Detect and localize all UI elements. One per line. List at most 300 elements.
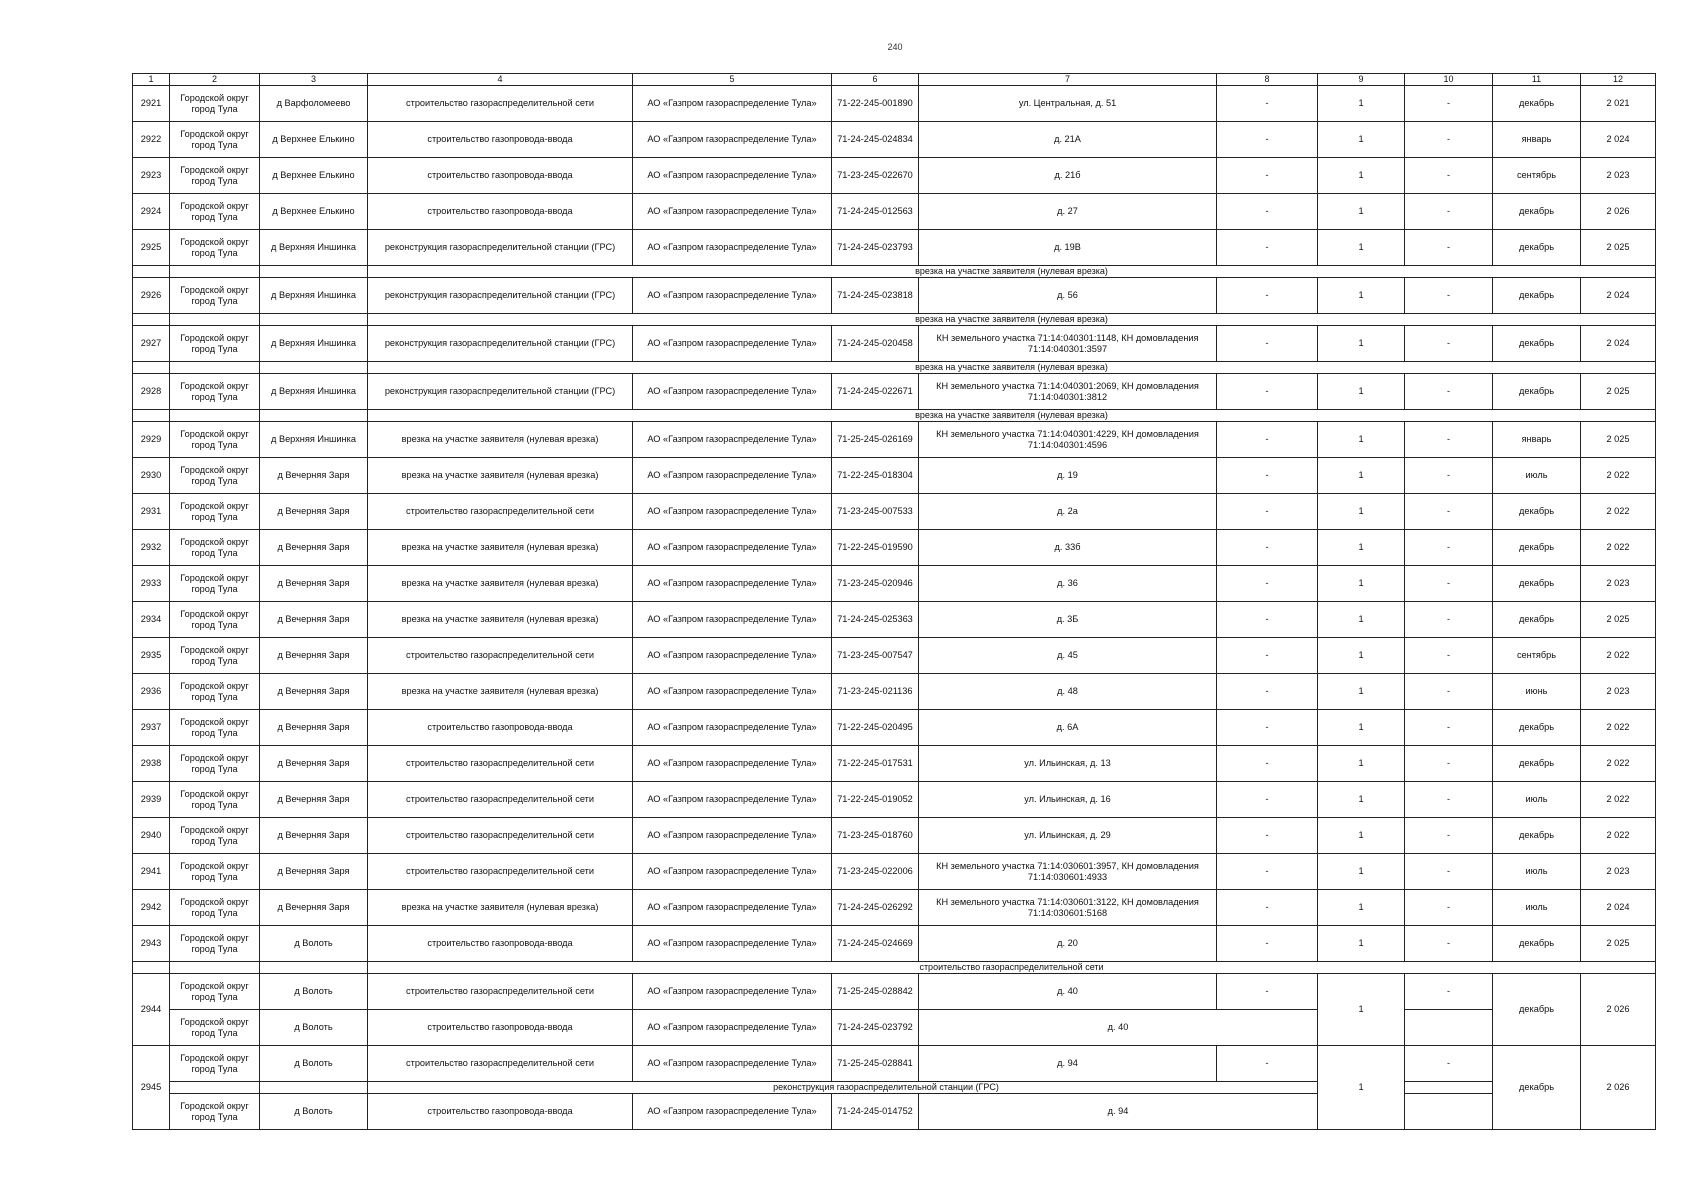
col9-cell: 1 [1318,86,1405,122]
empty-cell [260,1082,368,1094]
organization-cell: АО «Газпром газораспределение Тула» [633,122,832,158]
empty-cell [260,410,368,422]
code-cell: 71-24-245-024834 [832,122,919,158]
year-cell: 2 022 [1581,638,1656,674]
address-cell: д. 40 [919,974,1217,1010]
code-cell: 71-23-245-018760 [832,818,919,854]
col9-cell: 1 [1318,854,1405,890]
code-cell: 71-23-245-007533 [832,494,919,530]
table-row [133,158,1656,194]
table-row [133,194,1656,230]
month-cell: декабрь [1493,710,1581,746]
table-row [133,530,1656,566]
month-cell: декабрь [1493,602,1581,638]
row-number: 2937 [133,710,170,746]
work-type-cell: строительство газораспределительной сети [368,86,633,122]
month-cell: декабрь [1493,530,1581,566]
col9-cell: 1 [1318,326,1405,362]
empty-cell [170,314,260,326]
column-header: 3 [260,74,368,86]
organization-cell: АО «Газпром газораспределение Тула» [633,374,832,410]
year-cell: 2 021 [1581,86,1656,122]
settlement-cell: д Верхняя Иншинка [260,278,368,314]
table-row [133,782,1656,818]
col10-cell: - [1405,422,1493,458]
month-cell: июль [1493,854,1581,890]
registry-body [133,74,1656,1130]
work-type-cell: врезка на участке заявителя (нулевая врезка) [368,674,633,710]
code-cell: 71-24-245-025363 [832,602,919,638]
address-cell: д. 3Б [919,602,1217,638]
work-type-cell: реконструкция газораспределительной станции (ГРС) [368,326,633,362]
table-row [133,674,1656,710]
page-number: 240 [887,42,903,52]
month-cell: декабрь [1493,278,1581,314]
row-number: 2943 [133,926,170,962]
district-cell: Городской округ город Тула [170,530,260,566]
district-cell: Городской округ город Тула [170,278,260,314]
row-number: 2941 [133,854,170,890]
col8-cell: - [1217,602,1318,638]
work-type-cell: строительство газораспределительной сети [368,974,633,1010]
col10-cell: - [1405,602,1493,638]
col9-cell: 1 [1318,890,1405,926]
district-cell: Городской округ город Тула [170,194,260,230]
month-cell: июль [1493,458,1581,494]
district-cell: Городской округ город Тула [170,638,260,674]
col10-cell: - [1405,194,1493,230]
settlement-cell: д Верхнее Елькино [260,158,368,194]
settlement-cell: д Вечерняя Заря [260,602,368,638]
col10-cell [1405,1094,1493,1130]
settlement-cell: д Верхняя Иншинка [260,230,368,266]
col8-cell: - [1217,890,1318,926]
col8-cell: - [1217,746,1318,782]
col8-cell: - [1217,326,1318,362]
year-cell: 2 025 [1581,602,1656,638]
row-number: 2938 [133,746,170,782]
work-type-cell: строительство газопровода-ввода [368,122,633,158]
col8-cell: - [1217,458,1318,494]
organization-cell: АО «Газпром газораспределение Тула» [633,674,832,710]
district-cell: Городской округ город Тула [170,974,260,1010]
col10-cell: - [1405,1046,1493,1082]
organization-cell: АО «Газпром газораспределение Тула» [633,1046,832,1082]
col10-cell: - [1405,530,1493,566]
code-cell: 71-24-245-024669 [832,926,919,962]
col8-cell: - [1217,1046,1318,1082]
row-number: 2923 [133,158,170,194]
row-number: 2932 [133,530,170,566]
col9-cell: 1 [1318,158,1405,194]
row-number: 2945 [133,1046,170,1130]
row-number: 2933 [133,566,170,602]
year-cell: 2 026 [1581,974,1656,1046]
organization-cell: АО «Газпром газораспределение Тула» [633,602,832,638]
district-cell: Городской округ город Тула [170,854,260,890]
row-number: 2935 [133,638,170,674]
organization-cell: АО «Газпром газораспределение Тула» [633,494,832,530]
code-cell: 71-23-245-022670 [832,158,919,194]
address-cell: КН земельного участка 71:14:030601:3122, КН домовладения 71:14:030601:5168 [919,890,1217,926]
district-cell: Городской округ город Тула [170,890,260,926]
col9-cell: 1 [1318,374,1405,410]
col10-cell: - [1405,854,1493,890]
table-row [133,818,1656,854]
code-cell: 71-23-245-021136 [832,674,919,710]
empty-cell [1405,1082,1493,1094]
work-type-cell: строительство газопровода-ввода [368,710,633,746]
month-cell: июнь [1493,674,1581,710]
table-row [133,458,1656,494]
settlement-cell: д Вечерняя Заря [260,674,368,710]
registry-table [132,73,1656,1130]
year-cell: 2 025 [1581,230,1656,266]
address-cell: ул. Центральная, д. 51 [919,86,1217,122]
month-cell: декабрь [1493,194,1581,230]
col8-cell: - [1217,674,1318,710]
code-cell: 71-22-245-019590 [832,530,919,566]
col8-cell: - [1217,422,1318,458]
settlement-cell: д Верхнее Елькино [260,194,368,230]
col9-cell: 1 [1318,230,1405,266]
district-cell: Городской округ город Тула [170,674,260,710]
settlement-cell: д Верхнее Елькино [260,122,368,158]
settlement-cell: д Верхняя Иншинка [260,326,368,362]
settlement-cell: д Варфоломеево [260,86,368,122]
row-number: 2926 [133,278,170,314]
work-type-cell: врезка на участке заявителя (нулевая врезка) [368,566,633,602]
work-type-cell: строительство газораспределительной сети [368,746,633,782]
col9-cell: 1 [1318,926,1405,962]
col8-cell: - [1217,566,1318,602]
work-type-cell: строительство газораспределительной сети [368,494,633,530]
month-cell: декабрь [1493,1046,1581,1130]
address-cell: д. 20 [919,926,1217,962]
table-row [133,1094,1656,1130]
month-cell: декабрь [1493,926,1581,962]
settlement-cell: д Волоть [260,1046,368,1082]
organization-cell: АО «Газпром газораспределение Тула» [633,86,832,122]
col10-cell: - [1405,458,1493,494]
table-row [133,326,1656,362]
district-cell: Городской округ город Тула [170,158,260,194]
col10-cell: - [1405,86,1493,122]
column-header: 9 [1318,74,1405,86]
month-cell: декабрь [1493,746,1581,782]
table-row [133,638,1656,674]
district-cell: Городской округ город Тула [170,1010,260,1046]
district-cell: Городской округ город Тула [170,818,260,854]
organization-cell: АО «Газпром газораспределение Тула» [633,1010,832,1046]
settlement-cell: д Вечерняя Заря [260,566,368,602]
month-cell: июль [1493,782,1581,818]
year-cell: 2 022 [1581,818,1656,854]
organization-cell: АО «Газпром газораспределение Тула» [633,818,832,854]
code-cell: 71-22-245-020495 [832,710,919,746]
address-cell: д. 56 [919,278,1217,314]
address-cell: д. 21А [919,122,1217,158]
address-cell: д. 33б [919,530,1217,566]
organization-cell: АО «Газпром газораспределение Тула» [633,746,832,782]
table-row [133,890,1656,926]
col9-cell: 1 [1318,494,1405,530]
settlement-cell: д Верхняя Иншинка [260,422,368,458]
column-header: 7 [919,74,1217,86]
col8-cell: - [1217,638,1318,674]
table-row [133,494,1656,530]
organization-cell: АО «Газпром газораспределение Тула» [633,566,832,602]
month-cell: декабрь [1493,566,1581,602]
address-cell: д. 21б [919,158,1217,194]
col9-cell: 1 [1318,710,1405,746]
settlement-cell: д Волоть [260,1094,368,1130]
code-cell: 71-25-245-026169 [832,422,919,458]
district-cell: Городской округ город Тула [170,422,260,458]
col8-cell: - [1217,158,1318,194]
row-number: 2927 [133,326,170,362]
column-header: 4 [368,74,633,86]
year-cell: 2 023 [1581,854,1656,890]
col9-cell: 1 [1318,194,1405,230]
settlement-cell: д Волоть [260,1010,368,1046]
settlement-cell: д Вечерняя Заря [260,530,368,566]
col8-cell: - [1217,926,1318,962]
work-type-cell: врезка на участке заявителя (нулевая врезка) [368,890,633,926]
row-number: 2924 [133,194,170,230]
col9-cell: 1 [1318,1046,1405,1130]
address-cell: д. 2а [919,494,1217,530]
note-row [133,410,1656,422]
year-cell: 2 024 [1581,326,1656,362]
column-header: 2 [170,74,260,86]
col8-cell: - [1217,122,1318,158]
address-cell: КН земельного участка 71:14:040301:4229, КН домовладения 71:14:040301:4596 [919,422,1217,458]
empty-cell [170,410,260,422]
code-cell: 71-22-245-017531 [832,746,919,782]
settlement-cell: д Вечерняя Заря [260,710,368,746]
month-cell: сентябрь [1493,158,1581,194]
organization-cell: АО «Газпром газораспределение Тула» [633,638,832,674]
row-number: 2940 [133,818,170,854]
col10-cell [1405,1010,1493,1046]
col10-cell: - [1405,230,1493,266]
district-cell: Городской округ город Тула [170,602,260,638]
settlement-cell: д Волоть [260,974,368,1010]
row-number: 2929 [133,422,170,458]
month-cell: январь [1493,122,1581,158]
year-cell: 2 023 [1581,674,1656,710]
row-number: 2925 [133,230,170,266]
row-number: 2936 [133,674,170,710]
column-header: 11 [1493,74,1581,86]
organization-cell: АО «Газпром газораспределение Тула» [633,926,832,962]
table-row [133,230,1656,266]
col8-cell: - [1217,374,1318,410]
table-row [133,1010,1656,1046]
address-cell: д. 36 [919,566,1217,602]
district-cell: Городской округ город Тула [170,458,260,494]
col8-cell: - [1217,86,1318,122]
empty-cell [133,362,170,374]
table-row [133,122,1656,158]
note-row [133,314,1656,326]
col10-cell: - [1405,674,1493,710]
work-type-cell: реконструкция газораспределительной станции (ГРС) [368,230,633,266]
table-row [133,926,1656,962]
note-cell: реконструкция газораспределительной станции (ГРС) [368,1082,1405,1094]
district-cell: Городской округ город Тула [170,230,260,266]
settlement-cell: д Вечерняя Заря [260,854,368,890]
col10-cell: - [1405,326,1493,362]
col9-cell: 1 [1318,602,1405,638]
organization-cell: АО «Газпром газораспределение Тула» [633,530,832,566]
district-cell: Городской округ город Тула [170,746,260,782]
address-cell: ул. Ильинская, д. 16 [919,782,1217,818]
address-cell: д. 94 [919,1046,1217,1082]
district-cell: Городской округ город Тула [170,326,260,362]
month-cell: декабрь [1493,974,1581,1046]
note-cell: врезка на участке заявителя (нулевая врезка) [368,314,1656,326]
settlement-cell: д Верхняя Иншинка [260,374,368,410]
month-cell: декабрь [1493,494,1581,530]
table-row [133,1046,1656,1082]
organization-cell: АО «Газпром газораспределение Тула» [633,194,832,230]
district-cell: Городской округ город Тула [170,782,260,818]
col9-cell: 1 [1318,746,1405,782]
empty-cell [260,266,368,278]
col8-cell: - [1217,818,1318,854]
year-cell: 2 022 [1581,494,1656,530]
settlement-cell: д Вечерняя Заря [260,782,368,818]
empty-cell [170,362,260,374]
organization-cell: АО «Газпром газораспределение Тула» [633,158,832,194]
col9-cell: 1 [1318,674,1405,710]
col8-cell: - [1217,278,1318,314]
settlement-cell: д Вечерняя Заря [260,494,368,530]
note-cell: врезка на участке заявителя (нулевая врезка) [368,362,1656,374]
code-cell: 71-25-245-028841 [832,1046,919,1082]
address-cell: д. 19 [919,458,1217,494]
address-cell: д. 48 [919,674,1217,710]
organization-cell: АО «Газпром газораспределение Тула» [633,278,832,314]
note-cell: врезка на участке заявителя (нулевая врезка) [368,266,1656,278]
col10-cell: - [1405,974,1493,1010]
work-type-cell: строительство газораспределительной сети [368,818,633,854]
code-cell: 71-24-245-023793 [832,230,919,266]
table-row [133,86,1656,122]
col8-cell: - [1217,530,1318,566]
address-cell: д. 19В [919,230,1217,266]
empty-cell [133,962,170,974]
code-cell: 71-24-245-022671 [832,374,919,410]
col9-cell: 1 [1318,974,1405,1046]
organization-cell: АО «Газпром газораспределение Тула» [633,782,832,818]
column-header: 6 [832,74,919,86]
column-header: 12 [1581,74,1656,86]
empty-cell [133,314,170,326]
district-cell: Городской округ город Тула [170,374,260,410]
row-number: 2944 [133,974,170,1046]
col10-cell: - [1405,158,1493,194]
organization-cell: АО «Газпром газораспределение Тула» [633,890,832,926]
column-header: 5 [633,74,832,86]
col8-cell: - [1217,974,1318,1010]
col8-cell: - [1217,194,1318,230]
col10-cell: - [1405,374,1493,410]
settlement-cell: д Вечерняя Заря [260,638,368,674]
month-cell: июль [1493,890,1581,926]
settlement-cell: д Вечерняя Заря [260,890,368,926]
note-row [133,362,1656,374]
col8-cell: - [1217,710,1318,746]
table-row [133,854,1656,890]
row-number: 2930 [133,458,170,494]
table-row [133,566,1656,602]
district-cell: Городской округ город Тула [170,494,260,530]
col9-cell: 1 [1318,818,1405,854]
code-cell: 71-24-245-023792 [832,1010,919,1046]
code-cell: 71-22-245-001890 [832,86,919,122]
month-cell: сентябрь [1493,638,1581,674]
organization-cell: АО «Газпром газораспределение Тула» [633,710,832,746]
col10-cell: - [1405,122,1493,158]
work-type-cell: врезка на участке заявителя (нулевая врезка) [368,422,633,458]
district-cell: Городской округ город Тула [170,1094,260,1130]
month-cell: декабрь [1493,326,1581,362]
col9-cell: 1 [1318,122,1405,158]
code-cell: 71-24-245-026292 [832,890,919,926]
code-cell: 71-24-245-012563 [832,194,919,230]
work-type-cell: врезка на участке заявителя (нулевая врезка) [368,602,633,638]
col10-cell: - [1405,638,1493,674]
settlement-cell: д Вечерняя Заря [260,746,368,782]
row-number: 2942 [133,890,170,926]
empty-cell [170,962,260,974]
note-cell: врезка на участке заявителя (нулевая врезка) [368,410,1656,422]
work-type-cell: строительство газораспределительной сети [368,854,633,890]
note-row [133,962,1656,974]
code-cell: 71-22-245-019052 [832,782,919,818]
note-row [133,266,1656,278]
col8-cell: - [1217,854,1318,890]
col9-cell: 1 [1318,530,1405,566]
year-cell: 2 023 [1581,158,1656,194]
work-type-cell: строительство газопровода-ввода [368,1010,633,1046]
work-type-cell: реконструкция газораспределительной станции (ГРС) [368,374,633,410]
col8-cell: - [1217,230,1318,266]
row-number: 2928 [133,374,170,410]
year-cell: 2 022 [1581,746,1656,782]
month-cell: январь [1493,422,1581,458]
col8-cell: - [1217,782,1318,818]
note-cell: строительство газораспределительной сети [368,962,1656,974]
column-header: 8 [1217,74,1318,86]
address-cell: КН земельного участка 71:14:040301:1148, КН домовладения 71:14:040301:3597 [919,326,1217,362]
empty-cell [260,962,368,974]
year-cell: 2 024 [1581,890,1656,926]
organization-cell: АО «Газпром газораспределение Тула» [633,1094,832,1130]
organization-cell: АО «Газпром газораспределение Тула» [633,326,832,362]
row-number: 2931 [133,494,170,530]
col10-cell: - [1405,890,1493,926]
column-header: 10 [1405,74,1493,86]
organization-cell: АО «Газпром газораспределение Тула» [633,974,832,1010]
work-type-cell: врезка на участке заявителя (нулевая врезка) [368,458,633,494]
col10-cell: - [1405,710,1493,746]
district-cell: Городской округ город Тула [170,122,260,158]
empty-cell [170,1082,260,1094]
